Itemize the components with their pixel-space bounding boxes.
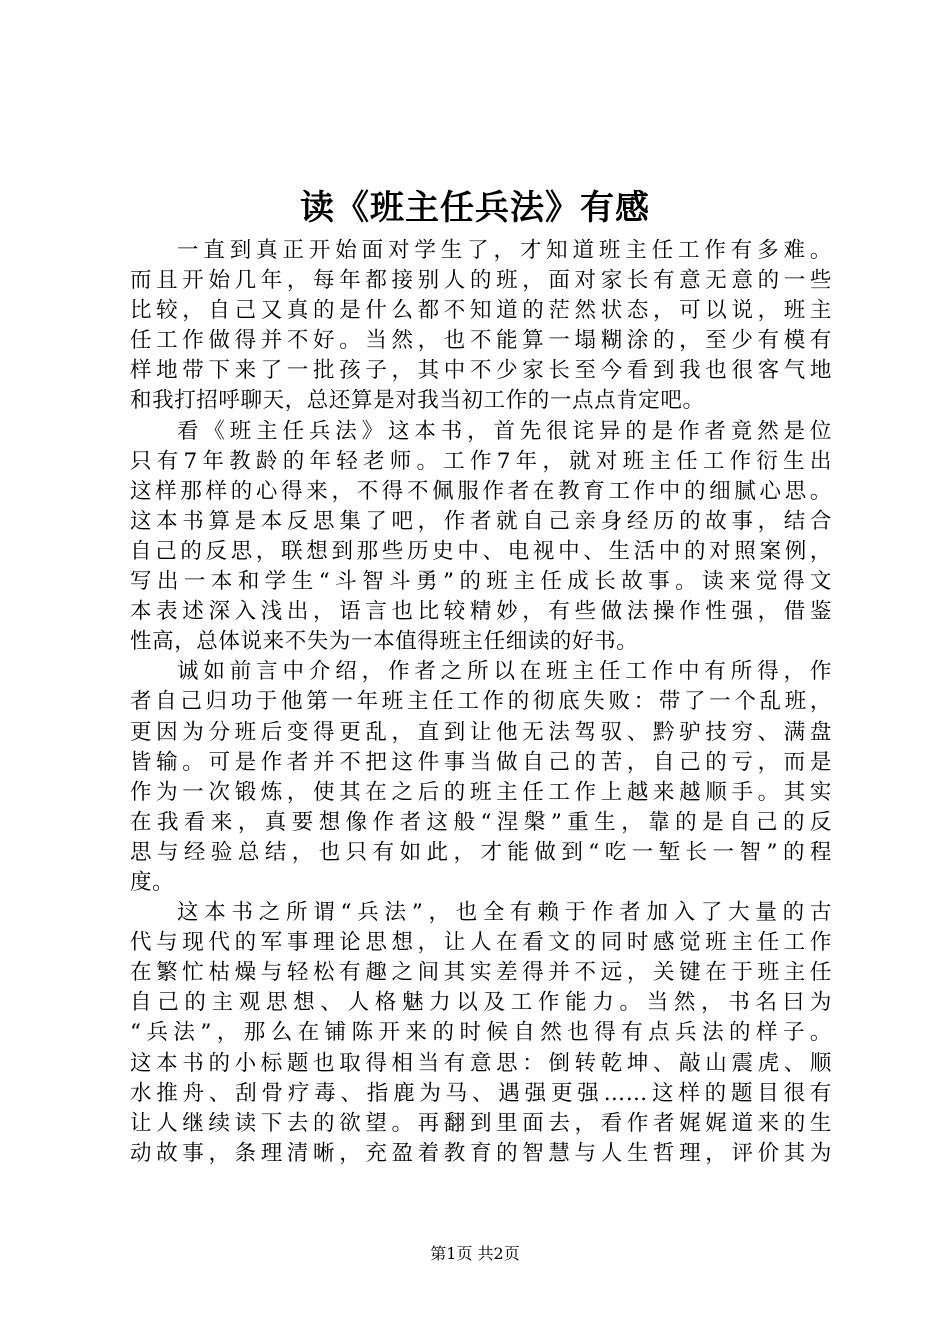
text-line: 更因为分班后变得更乱，直到让他无法驾驭、黔驴技穷、满盘	[130, 719, 832, 745]
text-line: 这样那样的心得来，不得不佩服作者在教育工作中的细腻心思。	[130, 478, 832, 504]
text-line: 这本书之所谓“兵法”，也全有赖于作者加入了大量的古	[177, 900, 832, 926]
text-line: 作为一次锻炼，使其在之后的班主任工作上越来越顺手。其实	[130, 779, 832, 805]
text-line: 在繁忙枯燥与轻松有趣之间其实差得并不远，关键在于班主任	[130, 960, 832, 986]
page-footer: 第1页 共2页	[430, 1244, 520, 1263]
paragraph	[130, 657, 832, 898]
text-line: 动故事，条理清晰，充盈着教育的智慧与人生哲理，评价其为	[130, 1140, 832, 1166]
text-line: 水推舟、刮骨疗毒、指鹿为马、遇强更强……这样的题目很有	[130, 1080, 832, 1106]
text-line: 这本书的小标题也取得相当有意思：倒转乾坤、敲山震虎、顺	[130, 1050, 832, 1076]
text-line: 这本书算是本反思集了吧，作者就自己亲身经历的故事，结合	[130, 508, 832, 534]
text-line: 皆输。可是作者并不把这件事当做自己的苦，自己的亏，而是	[130, 749, 832, 775]
text-line: 自己的反思，联想到那些历史中、电视中、生活中的对照案例，	[130, 538, 832, 564]
text-line: 诚如前言中介绍，作者之所以在班主任工作中有所得，作	[177, 659, 832, 685]
text-line: 任工作做得并不好。当然，也不能算一塌糊涂的，至少有模有	[130, 328, 832, 354]
text-line: 自己的主观思想、人格魅力以及工作能力。当然，书名曰为	[130, 990, 832, 1016]
text-line: 在我看来，真要想像作者这般“涅槃”重生，靠的是自己的反	[130, 809, 832, 835]
paragraph	[130, 417, 832, 658]
text-line: 度。	[130, 869, 175, 895]
text-line: 而且开始几年，每年都接别人的班，面对家长有意无意的一些	[130, 268, 832, 294]
text-line: 让人继续读下去的欲望。再翻到里面去，看作者娓娓道来的生	[130, 1110, 832, 1136]
text-line: 一直到真正开始面对学生了，才知道班主任工作有多难。	[177, 238, 832, 263]
paragraph	[130, 236, 832, 417]
text-line: 者自己归功于他第一年班主任工作的彻底失败：带了一个乱班，	[130, 689, 832, 715]
text-line: 比较，自己又真的是什么都不知道的茫然状态，可以说，班主	[130, 298, 832, 324]
text-line: 思与经验总结，也只有如此，才能做到“吃一堑长一智”的程	[130, 839, 832, 865]
text-line: 写出一本和学生“斗智斗勇”的班主任成长故事。读来觉得文	[130, 569, 832, 595]
text-line: 代与现代的军事理论思想，让人在看文的同时感觉班主任工作	[130, 930, 832, 956]
text-line: 样地带下来了一批孩子，其中不少家长至今看到我也很客气地	[130, 358, 832, 384]
document-title: 读《班主任兵法》有感	[300, 188, 650, 228]
text-line: 性高，总体说来不失为一本值得班主任细读的好书。	[130, 629, 639, 655]
text-line: 看《班主任兵法》这本书，首先很诧异的是作者竟然是位	[177, 418, 832, 444]
paragraph	[130, 898, 832, 1169]
document-body	[130, 236, 832, 1169]
text-line: “兵法”，那么在铺陈开来的时候自然也得有点兵法的样子。	[130, 1020, 832, 1046]
text-line: 只有7年教龄的年轻老师。工作7年，就对班主任工作衍生出	[130, 448, 832, 474]
text-line: 本表述深入浅出，语言也比较精妙，有些做法操作性强，借鉴	[130, 599, 832, 625]
text-line: 和我打招呼聊天，总还算是对我当初工作的一点点肯定吧。	[130, 388, 705, 414]
